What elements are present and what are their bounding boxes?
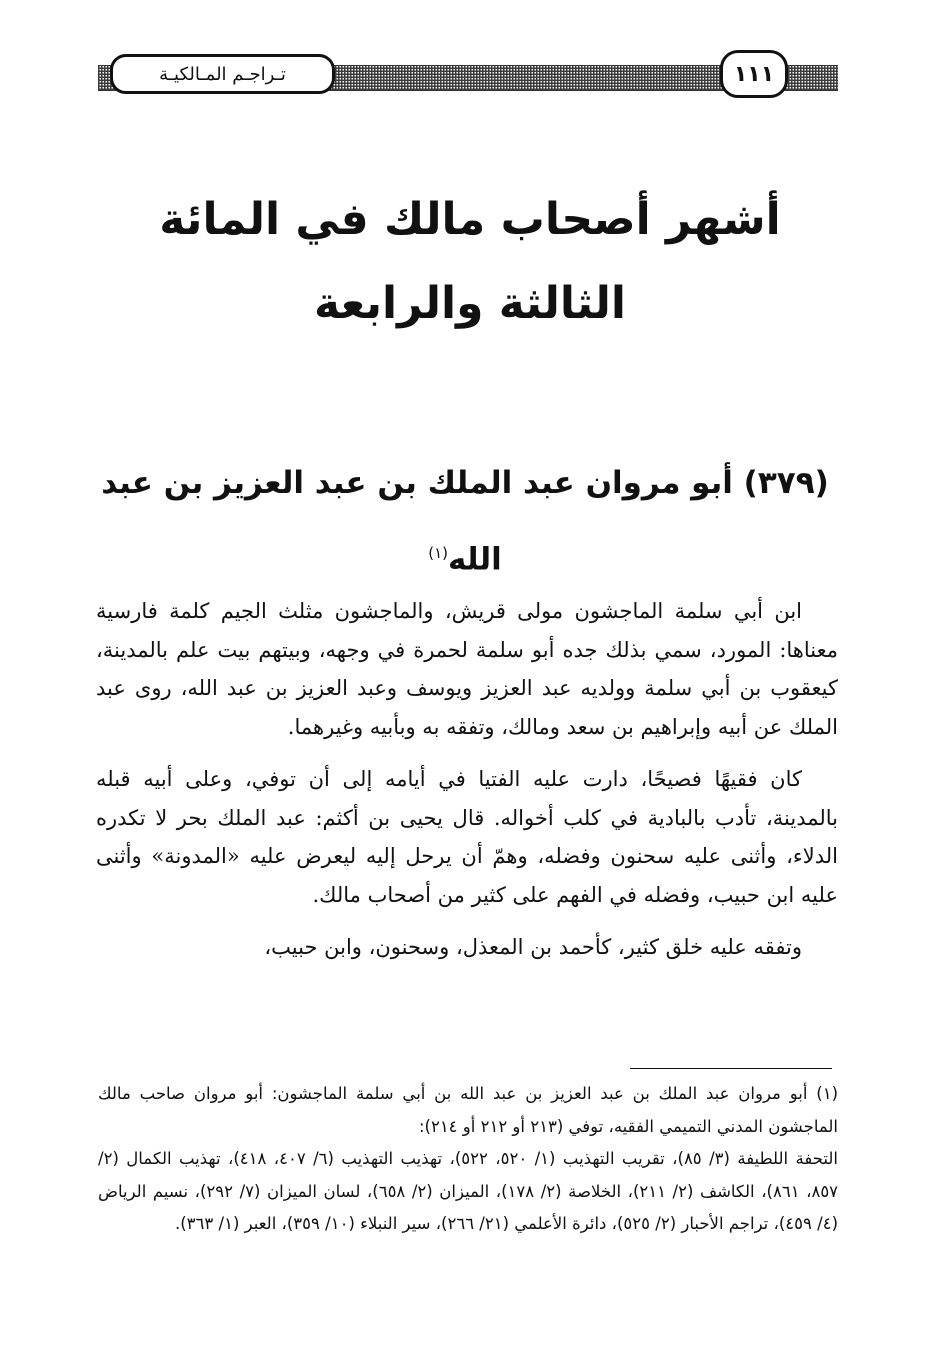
body-text: [96, 592, 838, 981]
entry-heading: [100, 448, 830, 594]
entry-heading-text: (٣٧٩) أبو مروان عبد الملك بن عبد العزيز بن عبد الله: [101, 465, 829, 578]
footnote-divider: [630, 1068, 832, 1069]
footnote-entry: (١) أبو مروان عبد الملك بن عبد العزيز بن عبد الله بن أبي سلمة الماجشون: أبو مروان صاحب مالك الماجشون المدني التميمي الفقيه، توفي (٢١٣ أو ٢١٢ أو ٢١٤):: [98, 1084, 838, 1136]
chapter-title: أشهر أصحاب مالك في المائة الثالثة والرابعة: [159, 194, 781, 329]
body-paragraph: كان فقيهًا فصيحًا، دارت عليه الفتيا في أيامه إلى أن توفي، وعلى أبيه قبله بالمدينة، تأدب بالبادية في كلب أخواله. قال يحيى بن أكثم: عبد الملك بحر لا تكدره الدلاء، وأثنى عليه سحنون وفضله، وهمّ أن يرحل إليه ليعرض عليه «المدونة» وأثنى عليه ابن حبيب، وفضله في الفهم على كثير من أصحاب مالك.: [96, 767, 838, 907]
body-paragraph: ابن أبي سلمة الماجشون مولى قريش، والماجشون مثلث الجيم كلمة فارسية معناها: المورد، سمي بذلك جده أبو سلمة لحمرة في وجهه، وبيتهم بيت علم بالمدينة، كيعقوب بن أبي سلمة وولديه عبد العزيز ويوسف وعبد العزيز بن عبد الله، روى عبد الملك عن أبيه وإبراهيم بن سعد ومالك، وتفقه به وبأبيه وغيرهما.: [96, 599, 838, 739]
running-title: تـراجـم المـالكيـة: [110, 54, 335, 94]
footnote-reference: (١): [428, 544, 449, 562]
page-number: ١١١: [720, 50, 788, 98]
body-paragraph: وتفقه عليه خلق كثير، كأحمد بن المعذل، وسحنون، وابن حبيب،: [264, 935, 802, 959]
running-header: [98, 50, 838, 102]
footnote-sources: التحفة اللطيفة (٣/ ٨٥)، تقريب التهذيب (١/ ٥٢٠، ٥٢٢)، تهذيب التهذيب (٦/ ٤٠٧، ٤١٨)، تهذيب الكمال (٢/ ٨٥٧، ٨٦١)، الكاشف (٢/ ٢١١)، الخلاصة (٢/ ١٧٨)، الميزان (٢/ ٦٥٨)، لسان الميزان (٧/ ٢٩٢)، نسيم الرياض (٤/ ٤٥٩)، تراجم الأحبار (٢/ ٥٢٥)، دائرة الأعلمي (٢١/ ٢٦٦)، سير النبلاء (١٠/ ٣٥٩)، العبر (١/ ٣٦٣).: [98, 1149, 839, 1233]
footnotes: [98, 1078, 838, 1241]
